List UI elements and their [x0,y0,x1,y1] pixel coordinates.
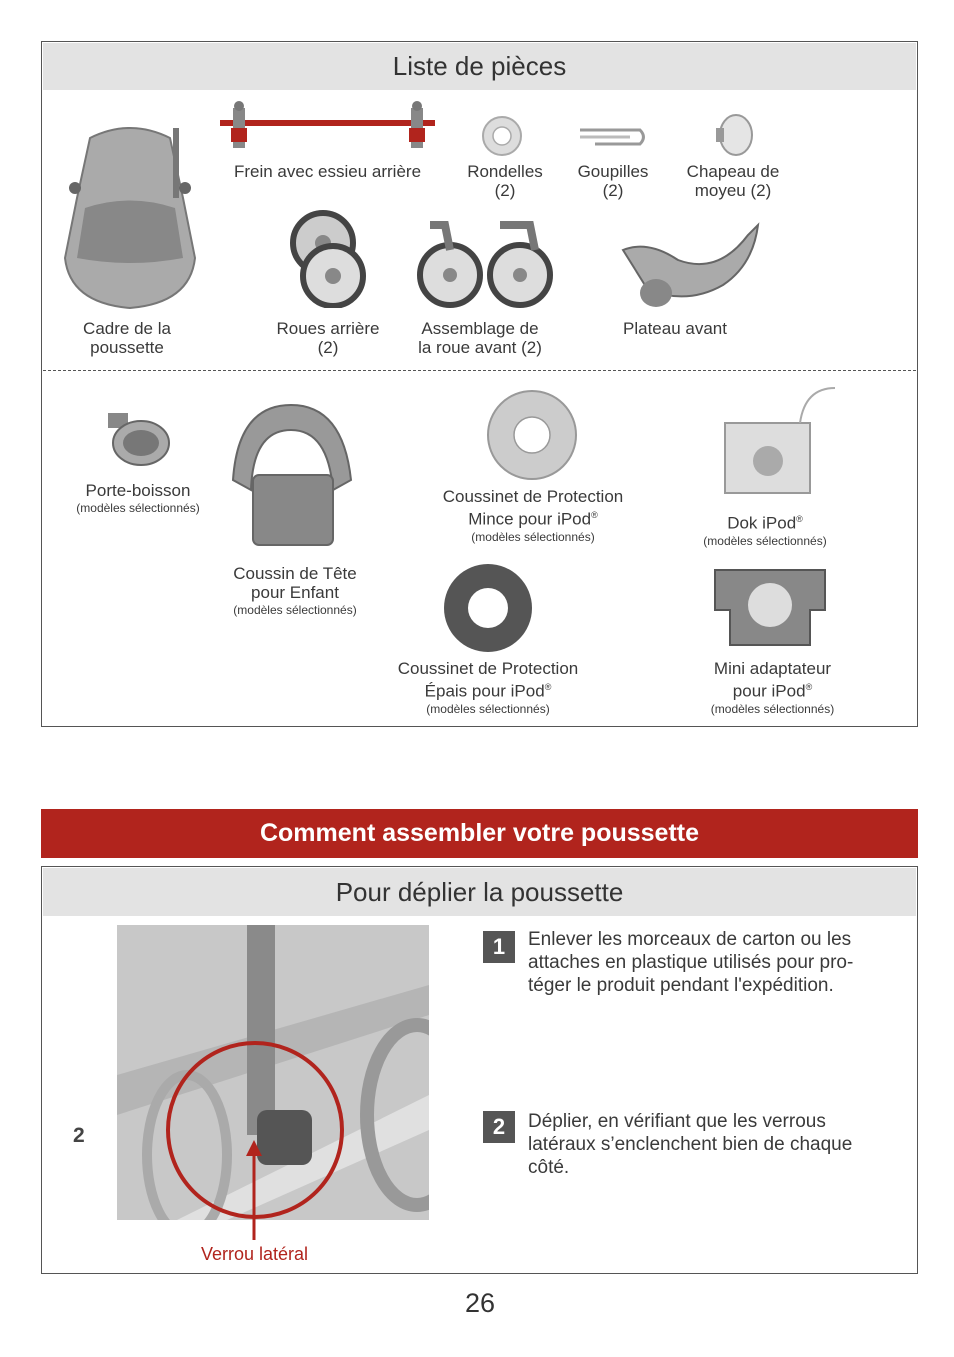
thin-pad-reg: ® [591,510,598,520]
rear-wheels-name: Roues arrière [276,319,380,338]
side-lock-photo [117,925,429,1220]
head-cushion-label [215,564,375,618]
front-wheel-label [405,319,555,357]
thick-pad-line1: Coussinet de Protection [397,659,579,678]
washers-name: Rondelles [467,162,543,181]
dok-note: (modèles sélectionnés) [703,533,827,548]
rear-wheels-qty: (2) [317,338,339,357]
washer-illustration [480,114,525,159]
mini-adapter-illustration [710,550,830,650]
brake-axle-illustration [215,100,440,160]
pin-illustration [575,120,650,155]
hub-cap-illustration [708,110,758,160]
callout-arrow [244,1140,264,1240]
hub-cap-line1: Chapeau de [686,162,780,181]
dok-reg: ® [796,514,803,524]
mini-adapter-line2: pour iPod [732,681,806,701]
thick-pad-note: (modèles sélectionnés) [426,701,550,716]
thin-pad-line2: Mince pour iPod [468,509,592,529]
hub-cap-line2: moyeu (2) [694,181,772,200]
stroller-frame-illustration [55,118,205,313]
frame-line2: poussette [90,338,164,357]
cup-holder-note: (modèles sélectionnés) [76,501,200,515]
section-divider [43,370,916,371]
thick-pad-line2: Épais pour iPod [424,681,545,701]
rear-wheels-label [263,319,393,357]
front-wheel-line2: la roue avant (2) [418,338,542,357]
step-2-number: 2 [483,1111,515,1143]
head-cushion-line2: pour Enfant [251,583,339,602]
dok-label [690,510,840,549]
step-1-number: 1 [483,931,515,963]
thin-pad-illustration [485,388,580,483]
thin-pad-note: (modèles sélectionnés) [471,529,595,544]
thick-pad-label [373,659,603,717]
cup-holder-name: Porte-boisson [85,481,191,500]
hub-cap-label [668,162,798,200]
side-lock-callout: Verrou latéral [200,1244,309,1264]
mini-adapter-line1: Mini adaptateur [713,659,832,678]
pins-label [563,162,663,200]
washers-label [455,162,555,200]
front-tray-label: Plateau avant [623,319,727,338]
unfold-title: Pour déplier la poussette [43,868,916,916]
frame-line1: Cadre de la [83,319,171,338]
frame-label [62,319,192,357]
pins-qty: (2) [602,181,624,200]
washers-qty: (2) [494,181,516,200]
page-number: 26 [464,1288,496,1318]
dok-illustration [720,383,840,498]
front-wheel-illustration [410,215,560,310]
head-cushion-illustration [223,400,358,550]
mini-adapter-label [690,659,855,717]
figure-number: 2 [73,1124,85,1147]
dok-name: Dok iPod [727,513,797,533]
head-cushion-note: (modèles sélectionnés) [233,603,357,617]
step-1-text: Enlever les morceaux de carton ou les attaches en plastique utilisés pour pro-téger le produit pendant l'expédition. [528,929,854,996]
brake-axle-label: Frein avec essieu arrière [233,162,422,181]
step-2-text: Déplier, en vérifiant que les verrous latéraux s’enclenchent bien de chaque côté. [528,1111,853,1178]
front-tray-illustration [618,215,763,310]
rear-wheels-illustration [285,208,375,308]
thin-pad-line1: Coussinet de Protection [442,487,624,506]
parts-list-title: Liste de pièces [43,43,916,90]
mini-adapter-note: (modèles sélectionnés) [710,701,835,716]
thick-pad-reg: ® [544,682,552,692]
front-wheel-line1: Assemblage de [421,319,539,338]
cup-holder-illustration [103,408,173,478]
pins-name: Goupilles [577,162,649,181]
thin-pad-label [418,487,648,545]
head-cushion-line1: Coussin de Tête [233,564,357,583]
mini-adapter-reg: ® [805,682,813,692]
thick-pad-illustration [442,562,534,654]
assembly-banner: Comment assembler votre poussette [41,809,918,858]
cup-holder-label [63,481,213,516]
